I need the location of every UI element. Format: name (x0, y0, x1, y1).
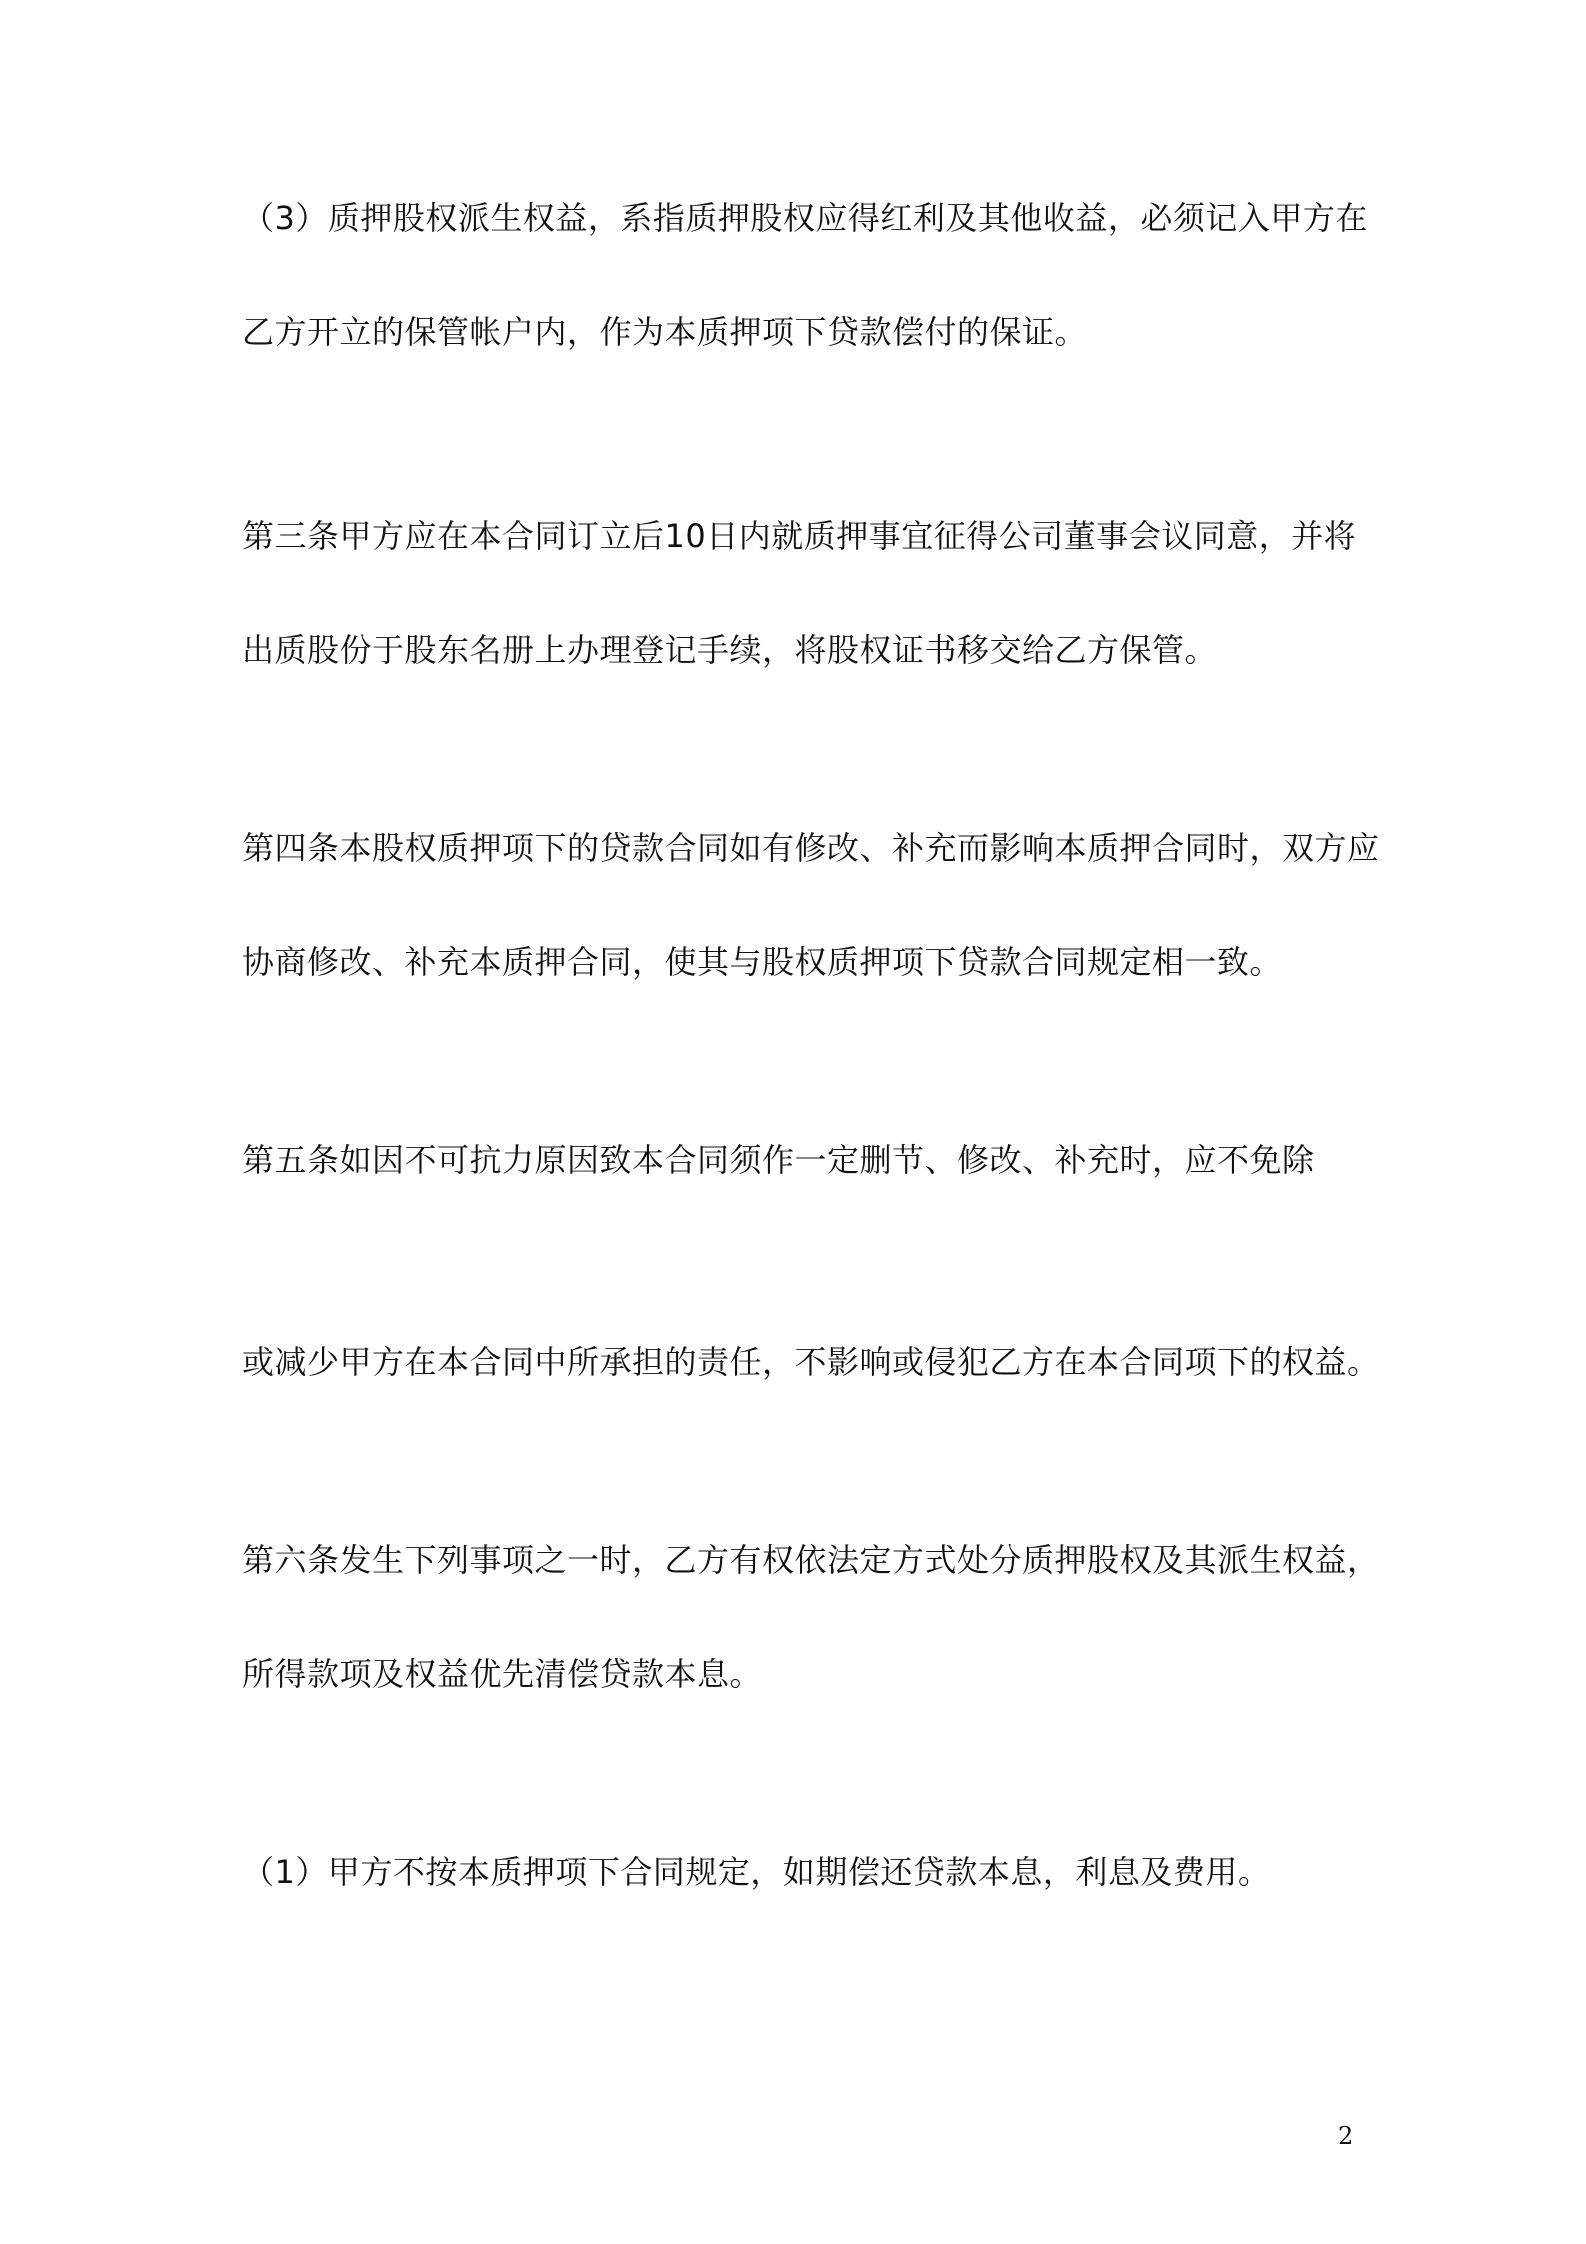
text-line: 乙方开立的保管帐户内，作为本质押项下贷款偿付的保证。 (242, 313, 1088, 351)
text-line: 第六条发生下列事项之一时，乙方有权依法定方式处分质押股权及其派生权益， (242, 1541, 1380, 1579)
text-line: 或减少甲方在本合同中所承担的责任，不影响或侵犯乙方在本合同项下的权益。 (242, 1343, 1380, 1381)
text-line: 出质股份于股东名册上办理登记手续，将股权证书移交给乙方保管。 (242, 631, 1218, 669)
text-line: （1）甲方不按本质押项下合同规定，如期偿还贷款本息，利息及费用。 (242, 1853, 1271, 1891)
text-line: （3）质押股权派生权益，系指质押股权应得红利及其他收益，必须记入甲方在 (242, 199, 1368, 237)
text-line: 第三条甲方应在本合同订立后10日内就质押事宜征得公司董事会议同意，并将 (242, 517, 1357, 555)
text-line: 第五条如因不可抗力原因致本合同须作一定删节、修改、补充时，应不免除 (242, 1141, 1315, 1179)
text-line: 所得款项及权益优先清偿贷款本息。 (242, 1655, 763, 1693)
page-number: 2 (1338, 2122, 1354, 2150)
text-line: 第四条本股权质押项下的贷款合同如有修改、补充而影响本质押合同时，双方应 (242, 829, 1380, 867)
text-line: 协商修改、补充本质押合同，使其与股权质押项下贷款合同规定相一致。 (242, 943, 1283, 981)
